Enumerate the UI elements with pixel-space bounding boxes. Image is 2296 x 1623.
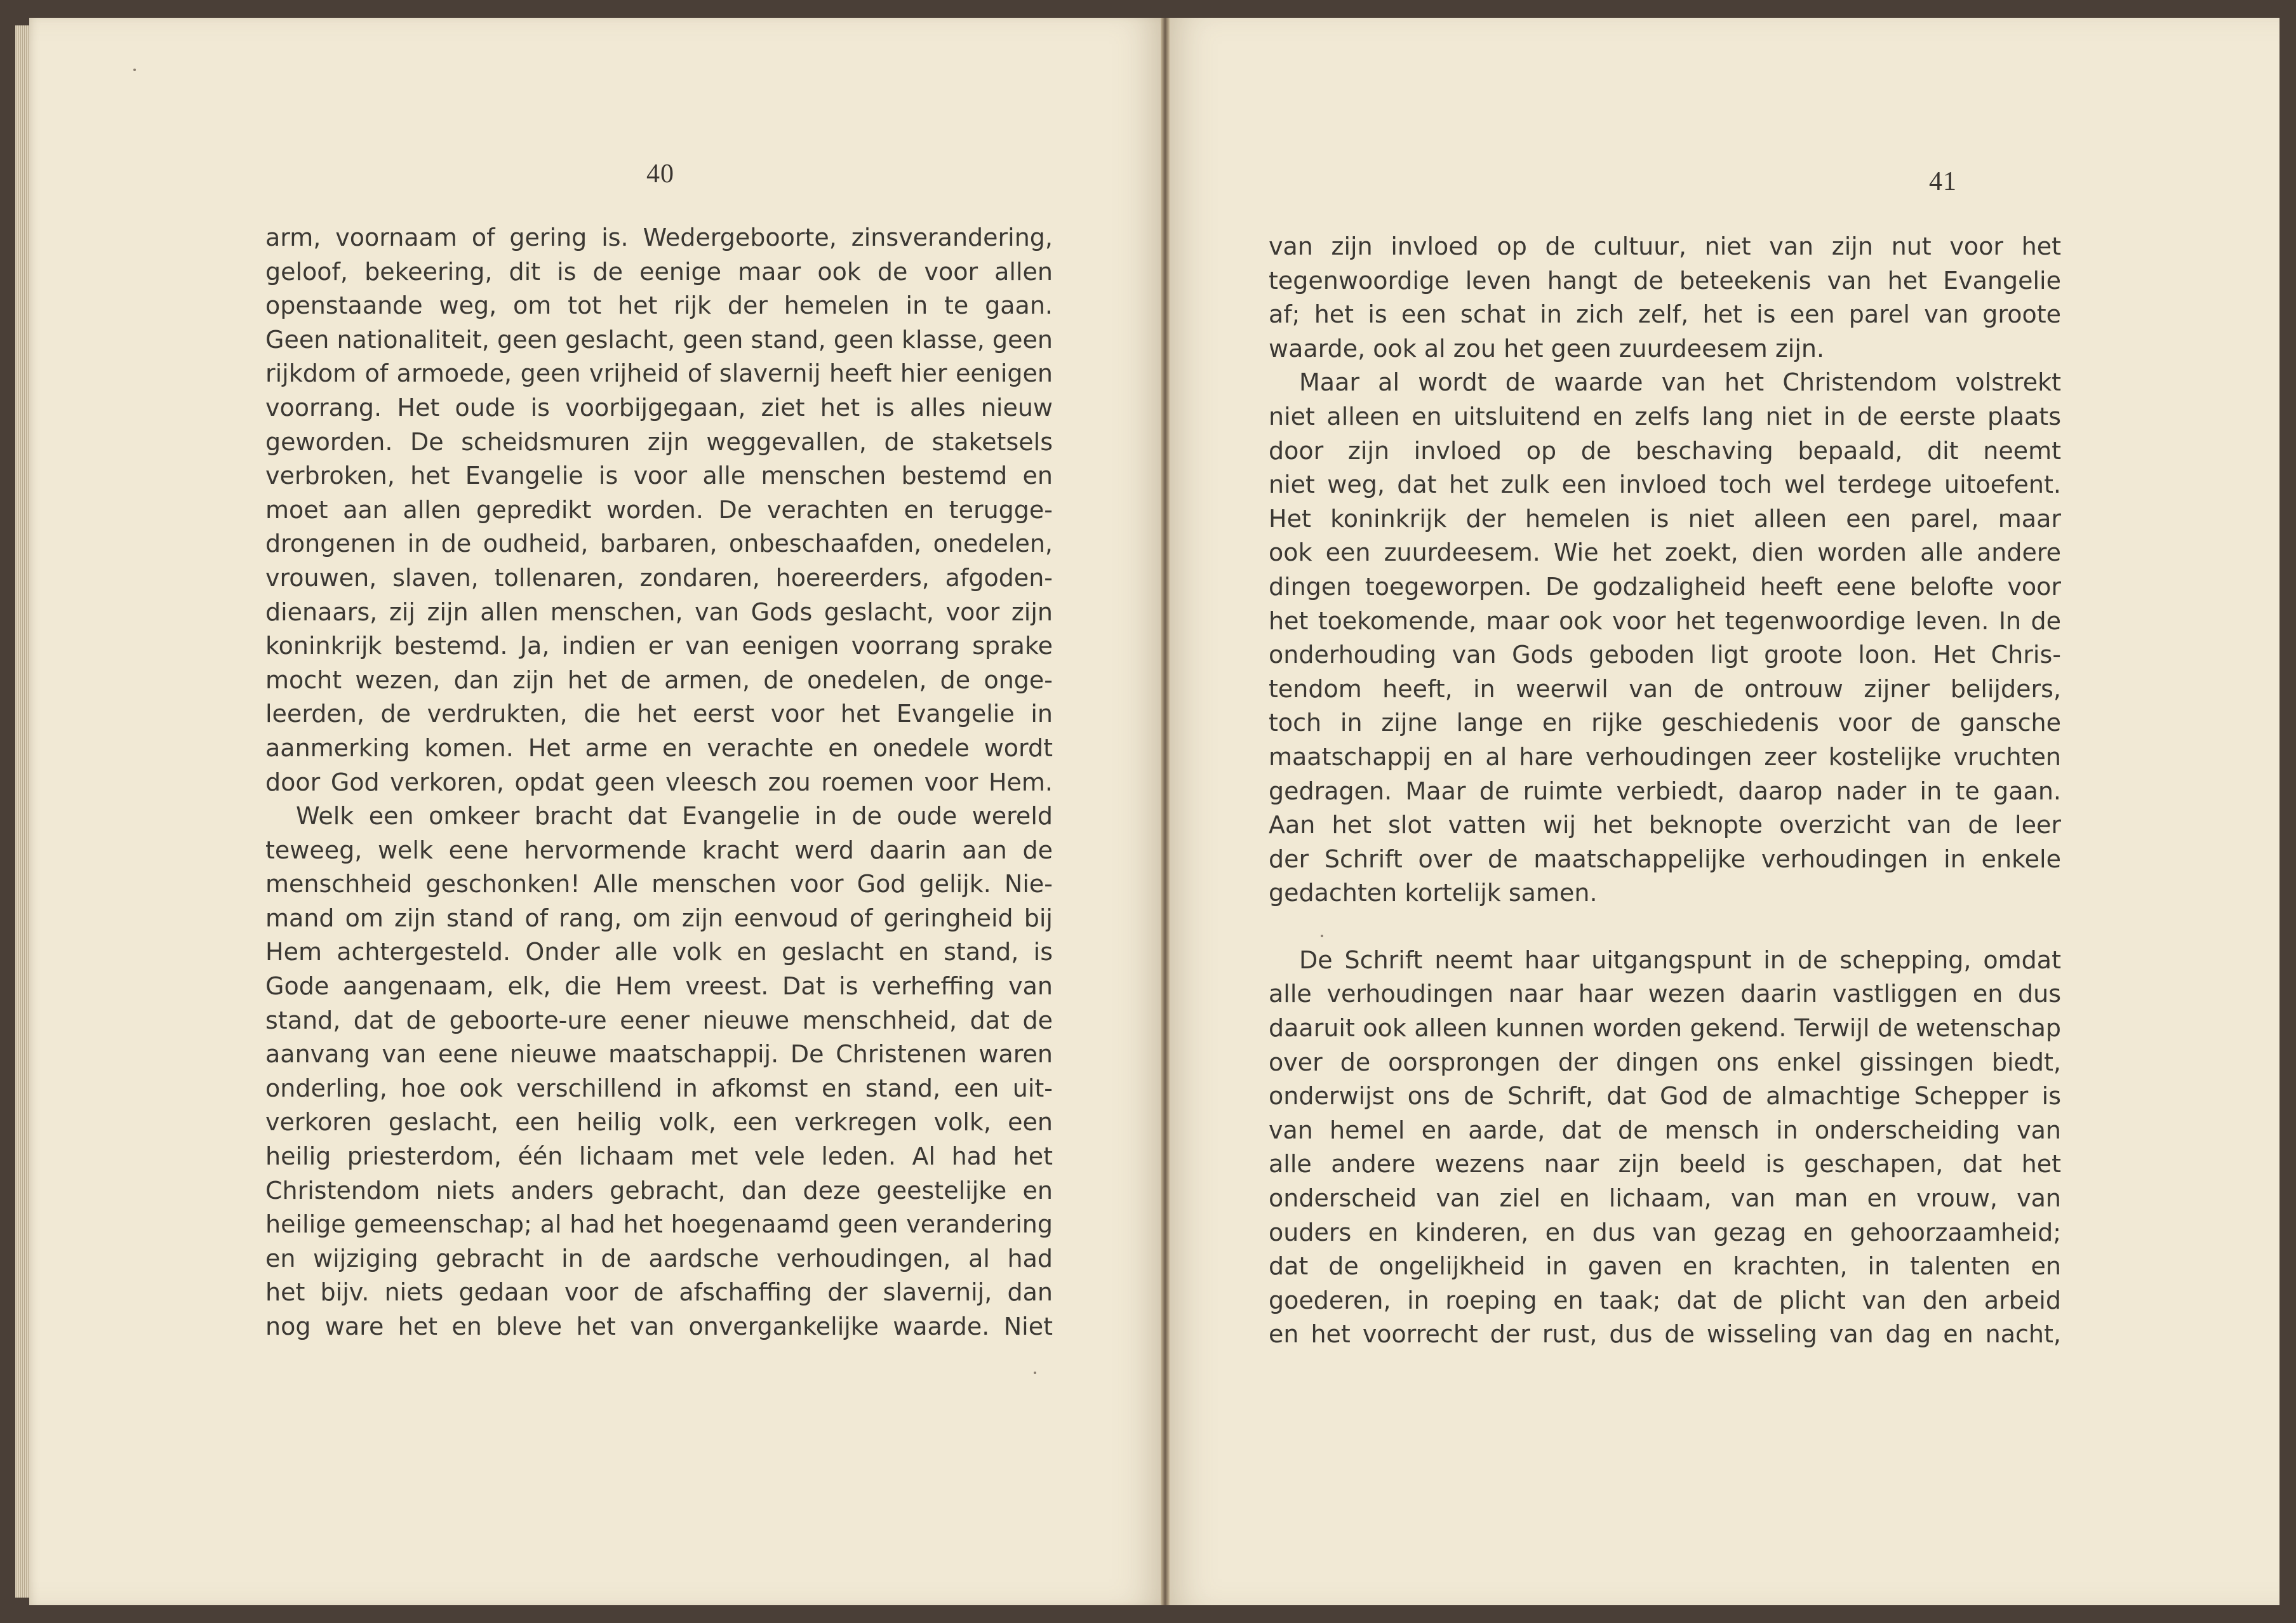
text-line: waarde, ook al zou het geen zuurdeesem zijn.: [1269, 334, 1825, 363]
text-line: aanmerking komen. Het arme en verachte en onedele wordt: [265, 733, 1053, 762]
text-line: ouders en kinderen, en dus van gezag en gehoorzaamheid;: [1269, 1218, 2061, 1246]
text-line: koninkrijk bestemd. Ja, indien er van eenigen voorrang sprake: [265, 632, 1053, 660]
text-line: verkoren geslacht, een heilig volk, een verkregen volk, een: [265, 1108, 1053, 1137]
text-line: alle andere wezens naar zijn beeld is geschapen, dat het: [1269, 1150, 2061, 1179]
text-line: heilig priesterdom, één lichaam met vele leden. Al had het: [265, 1142, 1053, 1171]
text-line: onderscheid van ziel en lichaam, van man en vrouw, van: [1269, 1184, 2061, 1213]
text-line: Het koninkrijk der hemelen is niet alleen een parel, maar: [1269, 504, 2061, 533]
text-line: onderhouding van Gods geboden ligt groote loon. Het Chris-: [1269, 641, 2061, 669]
text-line: der Schrift over de maatschappelijke verhoudingen in enkele: [1269, 845, 2061, 873]
text-line: gedachten kortelijk samen.: [1269, 879, 1598, 907]
text-line: geloof, bekeering, dit is de eenige maar ook de voor allen: [265, 257, 1053, 286]
text-line: Aan het slot vatten wij het beknopte overzicht van de leer: [1269, 811, 2061, 839]
text-line: van zijn invloed op de cultuur, niet van zijn nut voor het: [1269, 232, 2061, 260]
text-line: Geen nationaliteit, geen geslacht, geen stand, geen klasse, geen: [265, 325, 1053, 354]
text-line: onderling, hoe ook verschillend in afkomst en stand, een uit-: [265, 1074, 1053, 1102]
text-line: vrouwen, slaven, tollenaren, zondaren, hoereerders, afgoden-: [265, 563, 1053, 592]
text-line: moet aan allen gepredikt worden. De verachten en terugge-: [265, 495, 1053, 524]
text-line: ook een zuurdeesem. Wie het zoekt, dien worden alle andere: [1269, 538, 2061, 567]
text-line: mand om zijn stand of rang, om zijn eenvoud of geringheid bij: [265, 904, 1053, 932]
text-line: dingen toegeworpen. De godzaligheid heeft eene belofte voor: [1269, 572, 2061, 601]
paper-speck: [1321, 935, 1323, 937]
text-line: goederen, in roeping en taak; dat de plicht van den arbeid: [1269, 1286, 2061, 1314]
paper-speck: [1034, 1372, 1036, 1374]
text-line: dat de ongelijkheid in gaven en krachten, in talenten en: [1269, 1252, 2061, 1281]
text-line: tendom heeft, in weerwil van de ontrouw zijner belijders,: [1269, 674, 2061, 703]
text-line: gedragen. Maar de ruimte verbiedt, daarop nader in te gaan.: [1269, 777, 2061, 805]
text-line: daaruit ook alleen kunnen worden gekend. Terwijl de wetenschap: [1269, 1014, 2061, 1043]
text-line: dienaars, zij zijn allen menschen, van Gods geslacht, voor zijn: [265, 598, 1053, 626]
text-line: leerden, de verdrukten, die het eerst voor het Evangelie in: [265, 700, 1053, 728]
text-line: Gode aangenaam, elk, die Hem vreest. Dat is verheffing van: [265, 972, 1053, 1001]
text-line: tegenwoordige leven hangt de beteekenis van het Evangelie: [1269, 266, 2061, 295]
text-line: en het voorrecht der rust, dus de wisseling van dag en nacht,: [1269, 1320, 2061, 1349]
text-line: af; het is een schat in zich zelf, het is een parel van groote: [1269, 300, 2061, 329]
text-line: van hemel en aarde, dat de mensch in onderscheiding van: [1269, 1116, 2061, 1144]
text-line: verbroken, het Evangelie is voor alle menschen bestemd en: [265, 462, 1053, 490]
text-line: niet weg, dat het zulk een invloed toch wel terdege uitoefent.: [1269, 471, 2061, 499]
paragraph-break: [1269, 911, 2061, 944]
text-line: rijkdom of armoede, geen vrijheid of slavernij heeft hier eenigen: [265, 359, 1053, 388]
text-line: De Schrift neemt haar uitgangspunt in de schepping, omdat: [1299, 945, 2061, 974]
text-line: maatschappij en al hare verhoudingen zeer kostelijke vruchten: [1269, 742, 2061, 771]
text-line: stand, dat de geboorte-ure eener nieuwe menschheid, dat de: [265, 1006, 1053, 1034]
text-line: alle verhoudingen naar haar wezen daarin vastliggen en dus: [1269, 980, 2061, 1008]
left-page-number: 40: [646, 159, 674, 189]
text-line: het toekomende, maar ook voor het tegenwoordige leven. In de: [1269, 606, 2061, 635]
text-line: drongenen in de oudheid, barbaren, onbeschaafden, onedelen,: [265, 530, 1053, 558]
text-line: over de oorsprongen der dingen ons enkel gissingen biedt,: [1269, 1048, 2061, 1076]
text-line: nog ware het en bleve het van onvergankelijke waarde. Niet: [265, 1312, 1053, 1340]
text-line: Christendom niets anders gebracht, dan deze geestelijke en: [265, 1176, 1053, 1205]
text-line: teweeg, welk eene hervormende kracht werd daarin aan de: [265, 836, 1053, 864]
text-line: Maar al wordt de waarde van het Christendom volstrekt: [1299, 368, 2061, 397]
paper-speck: [133, 69, 136, 71]
right-page-text: [1269, 230, 2061, 1352]
text-line: aanvang van eene nieuwe maatschappij. De Christenen waren: [265, 1040, 1053, 1069]
book-gutter: [1161, 18, 1170, 1605]
text-line: door zijn invloed op de beschaving bepaald, dit neemt: [1269, 436, 2061, 465]
text-line: en wijziging gebracht in de aardsche verhoudingen, al had: [265, 1244, 1053, 1272]
text-line: onderwijst ons de Schrift, dat God de almachtige Schepper is: [1269, 1082, 2061, 1111]
text-line: heilige gemeenschap; al had het hoegenaamd geen verandering: [265, 1210, 1053, 1239]
text-line: Welk een omkeer bracht dat Evangelie in de oude wereld: [296, 802, 1053, 831]
text-line: Hem achtergesteld. Onder alle volk en geslacht en stand, is: [265, 938, 1053, 966]
text-line: niet alleen en uitsluitend en zelfs lang niet in de eerste plaats: [1269, 402, 2061, 431]
text-line: voorrang. Het oude is voorbijgegaan, ziet het is alles nieuw: [265, 393, 1053, 422]
text-line: menschheid geschonken! Alle menschen voor God gelijk. Nie-: [265, 870, 1053, 898]
right-page-number: 41: [1929, 167, 1957, 196]
page-edges: [15, 25, 29, 1598]
text-line: het bijv. niets gedaan voor de afschaffing der slavernij, dan: [265, 1278, 1053, 1307]
text-line: door God verkoren, opdat geen vleesch zou roemen voor Hem.: [265, 768, 1053, 796]
text-line: geworden. De scheidsmuren zijn weggevallen, de staketsels: [265, 427, 1053, 456]
text-line: mocht wezen, dan zijn het de armen, de onedelen, de onge-: [265, 665, 1053, 694]
left-page-text: [265, 221, 1053, 1344]
text-line: openstaande weg, om tot het rijk der hemelen in te gaan.: [265, 291, 1053, 320]
text-line: arm, voornaam of gering is. Wedergeboorte, zinsverandering,: [265, 224, 1053, 251]
text-line: toch in zijne lange en rijke geschiedenis voor de gansche: [1269, 709, 2061, 737]
